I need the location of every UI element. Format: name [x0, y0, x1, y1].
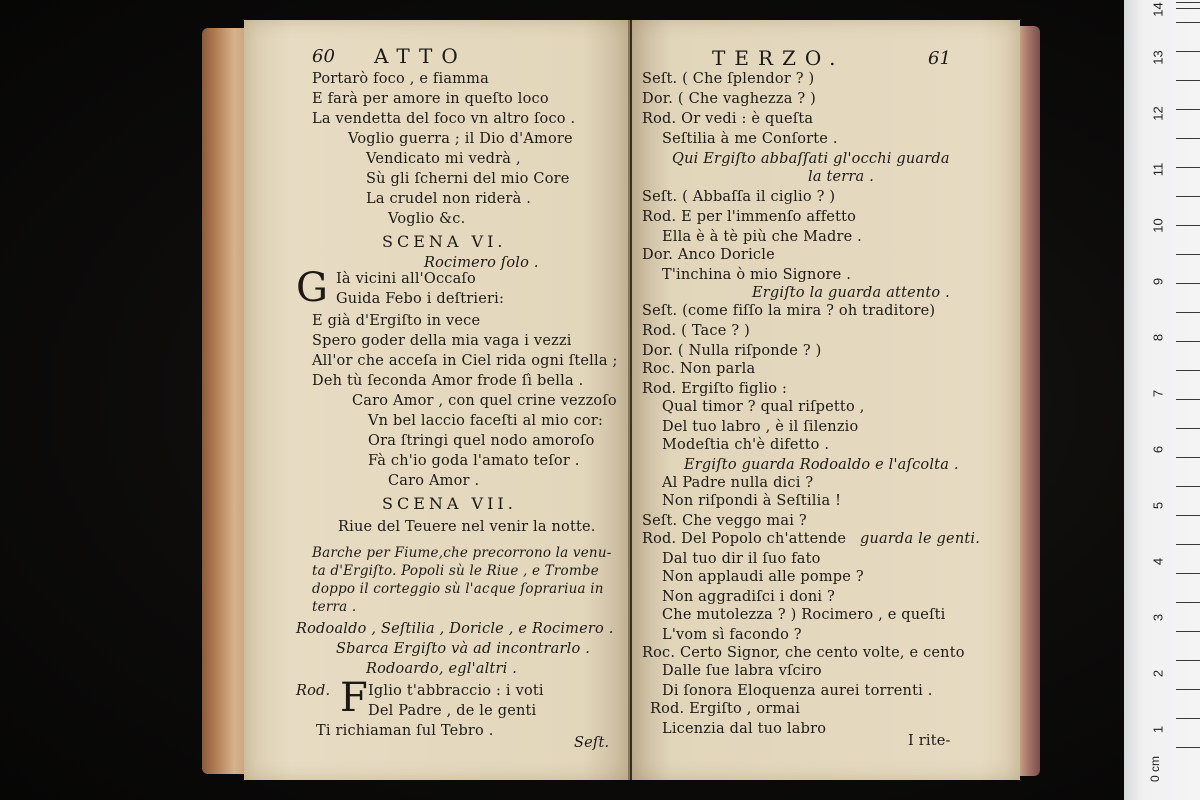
dialogue-line: Dor. ( Che vaghezza ? )	[642, 91, 817, 107]
running-head-right: TERZO.	[712, 46, 845, 70]
ruler-number: 8	[1150, 333, 1166, 342]
dialogue-line: Rod. E per l'immenſo affetto	[642, 209, 857, 225]
ruler-number: 2	[1150, 669, 1166, 678]
dialogue-line: Non applaudi alle pompe ?	[662, 569, 864, 585]
ruler-tick	[1176, 51, 1200, 52]
stage-direction: Rodoardo, egl'altri .	[366, 661, 518, 677]
ruler-number: 13	[1150, 50, 1166, 65]
dialogue-line: Seſt. Che veggo mai ?	[642, 513, 807, 529]
measurement-ruler	[1124, 0, 1200, 800]
ruler-tick	[1176, 109, 1200, 110]
ruler-tick	[1176, 8, 1200, 9]
ruler-number: 14	[1150, 2, 1166, 17]
drop-cap: F	[340, 675, 368, 721]
dialogue-line: Dor. Anco Doricle	[642, 247, 775, 263]
ruler-tick	[1176, 370, 1200, 371]
ruler-unit-label: 0 cm	[1148, 755, 1163, 783]
text-line: Fà ch'io goda l'amato teſor .	[368, 453, 580, 469]
stage-setting: Riue del Teuere nel venir la notte.	[338, 519, 596, 535]
stage-direction: Ergiſto guarda Rodoaldo e l'aſcolta .	[684, 457, 959, 473]
ruler-number: 1	[1150, 725, 1166, 734]
ruler-number: 6	[1150, 445, 1166, 454]
text-line: Ià vicini all'Occaſo	[336, 271, 476, 287]
ruler-tick	[1176, 283, 1200, 284]
stage-direction: Sbarca Ergiſto và ad incontrarlo .	[336, 641, 591, 657]
ruler-tick	[1176, 341, 1200, 342]
text-line: Vn bel laccio faceſti al mio cor:	[368, 413, 604, 429]
right-page	[632, 20, 1020, 780]
speaker-label: Rod.	[296, 683, 331, 699]
ruler-tick	[1176, 544, 1200, 545]
dialogue-line: Rod. Ergiſto figlio :	[642, 381, 788, 397]
dialogue-line: Rod. Ergiſto , ormai	[650, 701, 801, 717]
stage-direction: ta d'Ergiſto. Popoli sù le Riue , e Trombe	[312, 563, 599, 579]
dialogue-line: Non aggradiſci i doni ?	[662, 589, 836, 605]
drop-cap: G	[296, 265, 328, 311]
text-line: Spero goder della mia vaga i vezzi	[312, 333, 572, 349]
dialogue-line: Roc. Certo Signor, che cento volte, e cento	[642, 645, 965, 661]
ruler-tick	[1176, 312, 1200, 313]
ruler-number: 3	[1150, 613, 1166, 622]
catchword: I rite-	[908, 733, 951, 749]
stage-direction: Ergiſto la guarda attento .	[752, 285, 950, 301]
dialogue-line: Rod. ( Tace ? )	[642, 323, 750, 339]
ruler-number: 11	[1150, 162, 1166, 177]
ruler-tick	[1176, 196, 1200, 197]
ruler-tick	[1176, 515, 1200, 516]
ruler-tick	[1176, 22, 1200, 23]
catchword: Seſt.	[574, 735, 610, 751]
ruler-tick	[1176, 602, 1200, 603]
book-edge-left	[202, 28, 248, 774]
stage-direction: Barche per Fiume,che precorrono la venu-	[312, 545, 612, 561]
text-line: Voglio &c.	[388, 211, 466, 227]
text-line: Caro Amor .	[388, 473, 480, 489]
scene-heading: SCENA VI.	[382, 232, 507, 251]
ruler-tick	[1176, 573, 1200, 574]
ruler-number: 12	[1150, 106, 1166, 121]
dialogue-line: Modeſtia ch'è difetto .	[662, 437, 830, 453]
ruler-number: 4	[1150, 557, 1166, 566]
dialogue-line: Roc. Non parla	[642, 361, 756, 377]
dialogue-line: Seſtilia à me Conſorte .	[662, 131, 838, 147]
ruler-tick	[1176, 138, 1200, 139]
dialogue-line: Del tuo labro , è il ſilenzio	[662, 419, 859, 435]
dialogue-line: Non riſpondi à Seſtilia !	[662, 493, 842, 509]
stage-direction: Rocimero ſolo .	[424, 255, 539, 271]
ruler-tick	[1176, 486, 1200, 487]
text-line: Guida Febo i deſtrieri:	[336, 291, 505, 307]
dialogue-line: Seſt. ( Abbaſſa il ciglio ? )	[642, 189, 836, 205]
dialogue-line: Rod. Del Popolo ch'attende	[642, 531, 847, 547]
text-line: Del Padre , de le genti	[368, 703, 537, 719]
text-line: All'or che acceſa in Ciel rida ogni ſtella ;	[312, 353, 618, 369]
running-head-left: ATTO	[374, 44, 467, 68]
ruler-tick	[1176, 631, 1200, 632]
stage-direction: terra .	[312, 599, 357, 615]
stage-direction: guarda le genti.	[860, 531, 981, 547]
dialogue-line: Seſt. ( Che ſplendor ? )	[642, 71, 815, 87]
ruler-tick	[1176, 689, 1200, 690]
text-line: Ora ſtringi quel nodo amoroſo	[368, 433, 595, 449]
ruler-tick	[1176, 747, 1200, 748]
ruler-tick	[1176, 660, 1200, 661]
ruler-tick	[1176, 225, 1200, 226]
ruler-number: 7	[1150, 389, 1166, 398]
text-line: La vendetta del foco vn altro ſoco .	[312, 111, 576, 127]
text-line: Portarò foco , e fiamma	[312, 71, 489, 87]
ruler-tick	[1176, 2, 1200, 3]
dialogue-line: Di ſonora Eloquenza aurei torrenti .	[662, 683, 933, 699]
scene-heading: SCENA VII.	[382, 494, 517, 513]
book-edge-right	[1018, 26, 1040, 776]
text-line: La crudel non riderà .	[366, 191, 532, 207]
open-book	[202, 20, 1040, 780]
text-line: Vendicato mi vedrà ,	[366, 151, 521, 167]
dialogue-line: Dalle ſue labra vſciro	[662, 663, 822, 679]
ruler-number: 9	[1150, 277, 1166, 286]
text-line: E farà per amore in queſto loco	[312, 91, 549, 107]
ruler-tick	[1176, 167, 1200, 168]
page-number-right: 61	[928, 48, 951, 69]
ruler-tick	[1176, 399, 1200, 400]
dialogue-line: Licenzia dal tuo labro	[662, 721, 827, 737]
ruler-tick	[1176, 254, 1200, 255]
dialogue-line: Rod. Or vedi : è queſta	[642, 111, 814, 127]
text-line: Sù gli ſcherni del mio Core	[366, 171, 570, 187]
page-number-left: 60	[312, 46, 335, 67]
dialogue-line: T'inchina ò mio Signore .	[662, 267, 852, 283]
dialogue-line: Qual timor ? qual riſpetto ,	[662, 399, 865, 415]
character-list: Rodoaldo , Seſtilia , Doricle , e Rocimero .	[296, 621, 614, 637]
text-line: Iglio t'abbraccio : i voti	[368, 683, 544, 699]
dialogue-line: Al Padre nulla dici ?	[662, 475, 814, 491]
left-page	[244, 20, 630, 780]
ruler-tick	[1176, 457, 1200, 458]
text-line: Caro Amor , con quel crine vezzoſo	[352, 393, 617, 409]
text-line: Ti richiaman ſul Tebro .	[316, 723, 494, 739]
dialogue-line: Dal tuo dir il ſuo fato	[662, 551, 821, 567]
dialogue-line: Che mutolezza ? ) Rocimero , e queſti	[662, 607, 946, 623]
text-line: Voglio guerra ; il Dio d'Amore	[348, 131, 573, 147]
ruler-tick	[1176, 428, 1200, 429]
text-line: E già d'Ergiſto in vece	[312, 313, 481, 329]
dialogue-line: Ella è à tè più che Madre .	[662, 229, 862, 245]
ruler-tick	[1176, 718, 1200, 719]
dialogue-line: Dor. ( Nulla riſponde ? )	[642, 343, 822, 359]
text-line: Deh tù ſeconda Amor frode ſì bella .	[312, 373, 584, 389]
stage-direction: doppo il corteggio sù l'acque ſoprariua in	[312, 581, 604, 597]
dialogue-line: L'vom sì facondo ?	[662, 627, 802, 643]
ruler-tick	[1176, 80, 1200, 81]
stage-direction: Qui Ergiſto abbaſſati gl'occhi guarda	[672, 151, 950, 167]
ruler-number: 10	[1150, 218, 1166, 233]
stage-direction: la terra .	[808, 169, 875, 185]
ruler-number: 5	[1150, 501, 1166, 510]
dialogue-line: Seſt. (come fiſſo la mira ? oh traditore)	[642, 303, 936, 319]
